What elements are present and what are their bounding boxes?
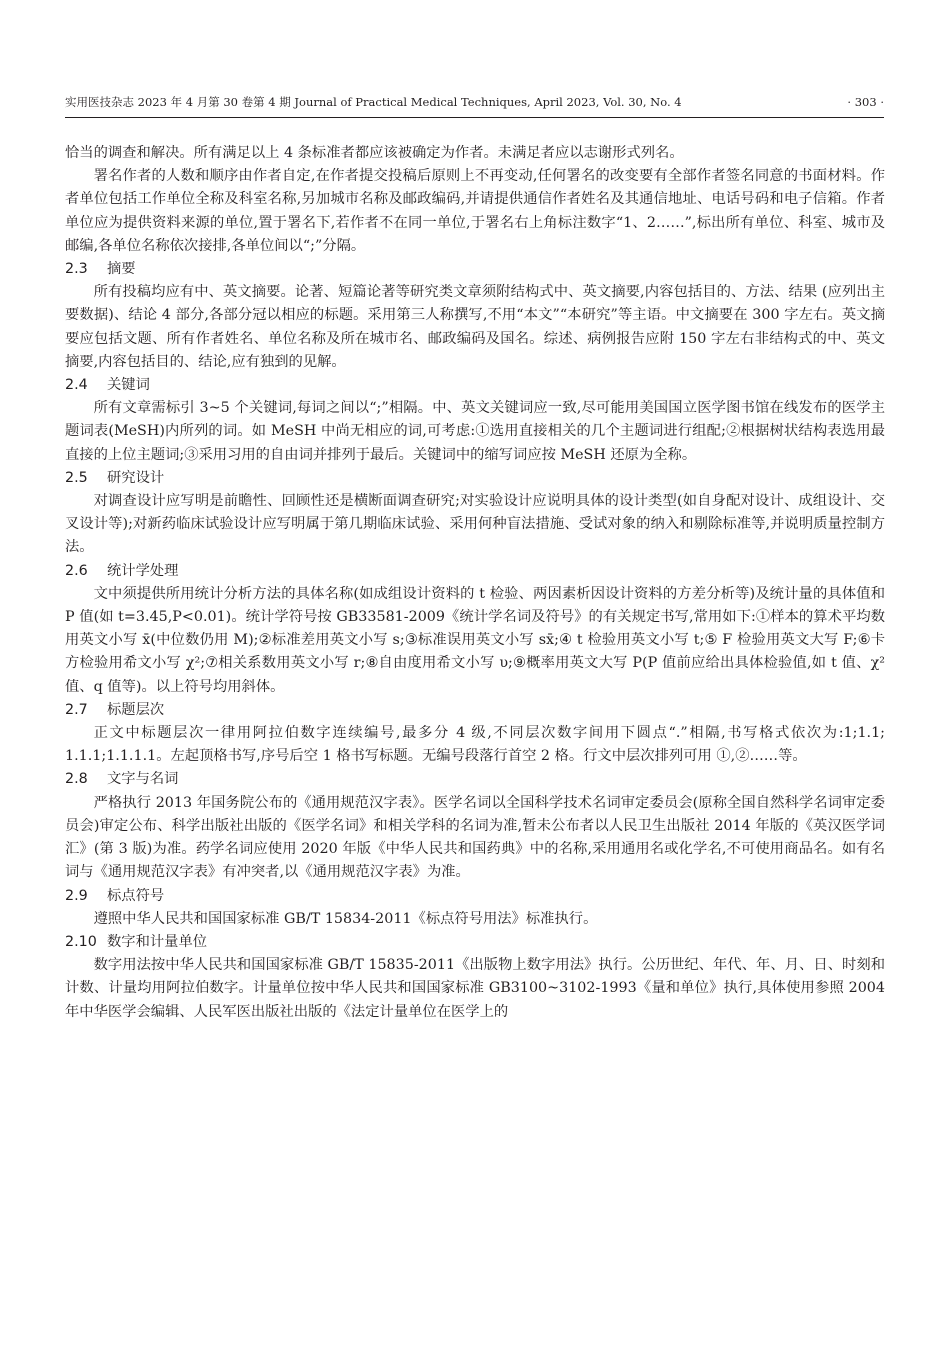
paragraph-terms: 严格执行 2013 年国务院公布的《通用规范汉字表》。医学名词以全国科学技术名词审定委员会(原称全国自然科学名词审定委员会)审定公布、科学出版社出版的《医学名词》和相关学科的名词为准,暂未公布者以人民卫生出版社 2014 年版的《英汉医学词汇》(第 3 版)为准。药学名词应使用 2020 年版《中华人民共和国药典》中的名称,采用通用名或化学名,不可使用商品名。如有名词与《通用规范汉字表》有冲突者,以《通用规范汉字表》为准。: [65, 794, 885, 881]
section-number: 2.3: [65, 261, 88, 278]
section-heading-abstract: [65, 258, 885, 281]
section-heading-numbers-units: [65, 931, 885, 954]
section-title: 关键词: [107, 377, 150, 394]
section-heading-terms: [65, 768, 885, 791]
section-number: 2.9: [65, 887, 88, 904]
section-heading-punctuation: [65, 885, 885, 908]
paragraph-authorship: 署名作者的人数和顺序由作者自定,在作者提交投稿后原则上不再变动,任何署名的改变要有全部作者签名同意的书面材料。作者单位包括工作单位全称及科室名称,另加城市名称及邮政编码,并请提供通信作者姓名及其通信地址、电话号码和电子信箱。作者单位应为提供资料来源的单位,置于署名下,若作者不在同一单位,于署名右上角标注数字“1、2……”,标出所有单位、科室、城市及邮编,各单位名称依次接排,各单位间以“;”分隔。: [65, 168, 885, 254]
section-heading-heading-levels: [65, 699, 885, 722]
section-heading-study-design: [65, 467, 885, 490]
journal-citation: 实用医技杂志 2023 年 4 月第 30 卷第 4 期 Journal of Practical Medical Techniques, April 2023, Vol. 30, No. 4: [65, 95, 682, 109]
paragraph-punctuation: 遵照中华人民共和国国家标准 GB/T 15834-2011《标点符号用法》标准执行。: [93, 910, 598, 927]
section-title: 摘要: [107, 261, 136, 278]
page-number: · 303 ·: [847, 95, 884, 109]
section-title: 标点符号: [107, 887, 165, 904]
section-heading-statistics: [65, 560, 885, 583]
paragraph-statistics: 文中须提供所用统计分析方法的具体名称(如成组设计资料的 t 检验、两因素析因设计资料的方差分析等)及统计量的具体值和 P 值(如 t=3.45,P<0.01)。统计学符号按 GB33581-2009《统计学名词及符号》的有关规定书写,常用如下:①样本的算术平均数用英文小写 x̄(中位数仍用 M);②标准差用英文小写 s;③标准误用英文小写 sx̄;④ t 检验用英文小写 t;⑤ F 检验用英文大写 F;⑥卡方检验用希文小写 χ²;⑦相关系数用英文小写 r;⑧自由度用希文小写 υ;⑨概率用英文大写 P(P 值前应给出具体检验值,如 t 值、χ² 值、q 值等)。以上符号均用斜体。: [65, 585, 885, 695]
section-title: 统计学处理: [107, 562, 179, 579]
running-header: [65, 94, 884, 110]
section-number: 2.4: [65, 377, 88, 394]
section-number: 2.7: [65, 701, 88, 718]
paragraph-keywords: 所有文章需标引 3~5 个关键词,每词之间以“;”相隔。中、英文关键词应一致,尽可能用美国国立医学图书馆在线发布的医学主题词表(MeSH)内所列的词。如 MeSH 中尚无相应的词,可考虑:①选用直接相关的几个主题词进行组配;②根据树状结构表选用最直接的上位主题词;③采用习用的自由词并排列于最后。关键词中的缩写词应按 MeSH 还原为全称。: [65, 400, 885, 463]
paragraph-abstract: 所有投稿均应有中、英文摘要。论著、短篇论著等研究类文章须附结构式中、英文摘要,内容包括目的、方法、结果 (应列出主要数据)、结论 4 部分,各部分冠以相应的标题。采用第三人称撰写,不用“本文”“本研究”等主语。中文摘要在 300 字左右。英文摘要应包括文题、所有作者姓名、单位名称及所在城市名、邮政编码及国名。综述、病例报告应附 150 字左右非结构式的中、英文摘要,内容包括目的、结论,应有独到的见解。: [65, 284, 885, 370]
section-number: 2.5: [65, 469, 88, 486]
header-rule: [65, 117, 884, 118]
paragraph-continuation: 恰当的调查和解决。所有满足以上 4 条标准者都应该被确定为作者。未满足者应以志谢形式列名。: [65, 145, 684, 161]
section-title: 文字与名词: [107, 771, 179, 788]
paragraph-numbers-units: 数字用法按中华人民共和国国家标准 GB/T 15835-2011《出版物上数字用法》执行。公历世纪、年代、年、月、日、时刻和计数、计量均用阿拉伯数字。计量单位按中华人民共和国国家标准 GB3100~3102-1993《量和单位》执行,具体使用参照 2004年中华医学会编辑、人民军医出版社出版的《法定计量单位在医学上的: [65, 957, 885, 1020]
paragraph-study-design: 对调查设计应写明是前瞻性、回顾性还是横断面调查研究;对实验设计应说明具体的设计类型(如自身配对设计、成组设计、交叉设计等);对新药临床试验设计应写明属于第几期临床试验、采用何种盲法措施、受试对象的纳入和剔除标准等,并说明质量控制方法。: [65, 493, 885, 556]
section-heading-keywords: [65, 374, 885, 397]
paragraph-heading-levels: 正文中标题层次一律用阿拉伯数字连续编号,最多分 4 级,不同层次数字间用下圆点“.”相隔,书写格式依次为:1;1.1; 1.1.1;1.1.1.1。左起顶格书写,序号后空 1 格书写标题。无编号段落行首空 2 格。行文中层次排列可用 ①,②……等。: [65, 725, 885, 765]
section-title: 数字和计量单位: [107, 933, 208, 950]
section-number: 2.10: [65, 933, 97, 950]
section-title: 标题层次: [107, 701, 165, 718]
section-number: 2.6: [65, 562, 88, 579]
section-title: 研究设计: [107, 469, 165, 486]
article-body: [65, 142, 885, 1024]
section-number: 2.8: [65, 771, 88, 788]
